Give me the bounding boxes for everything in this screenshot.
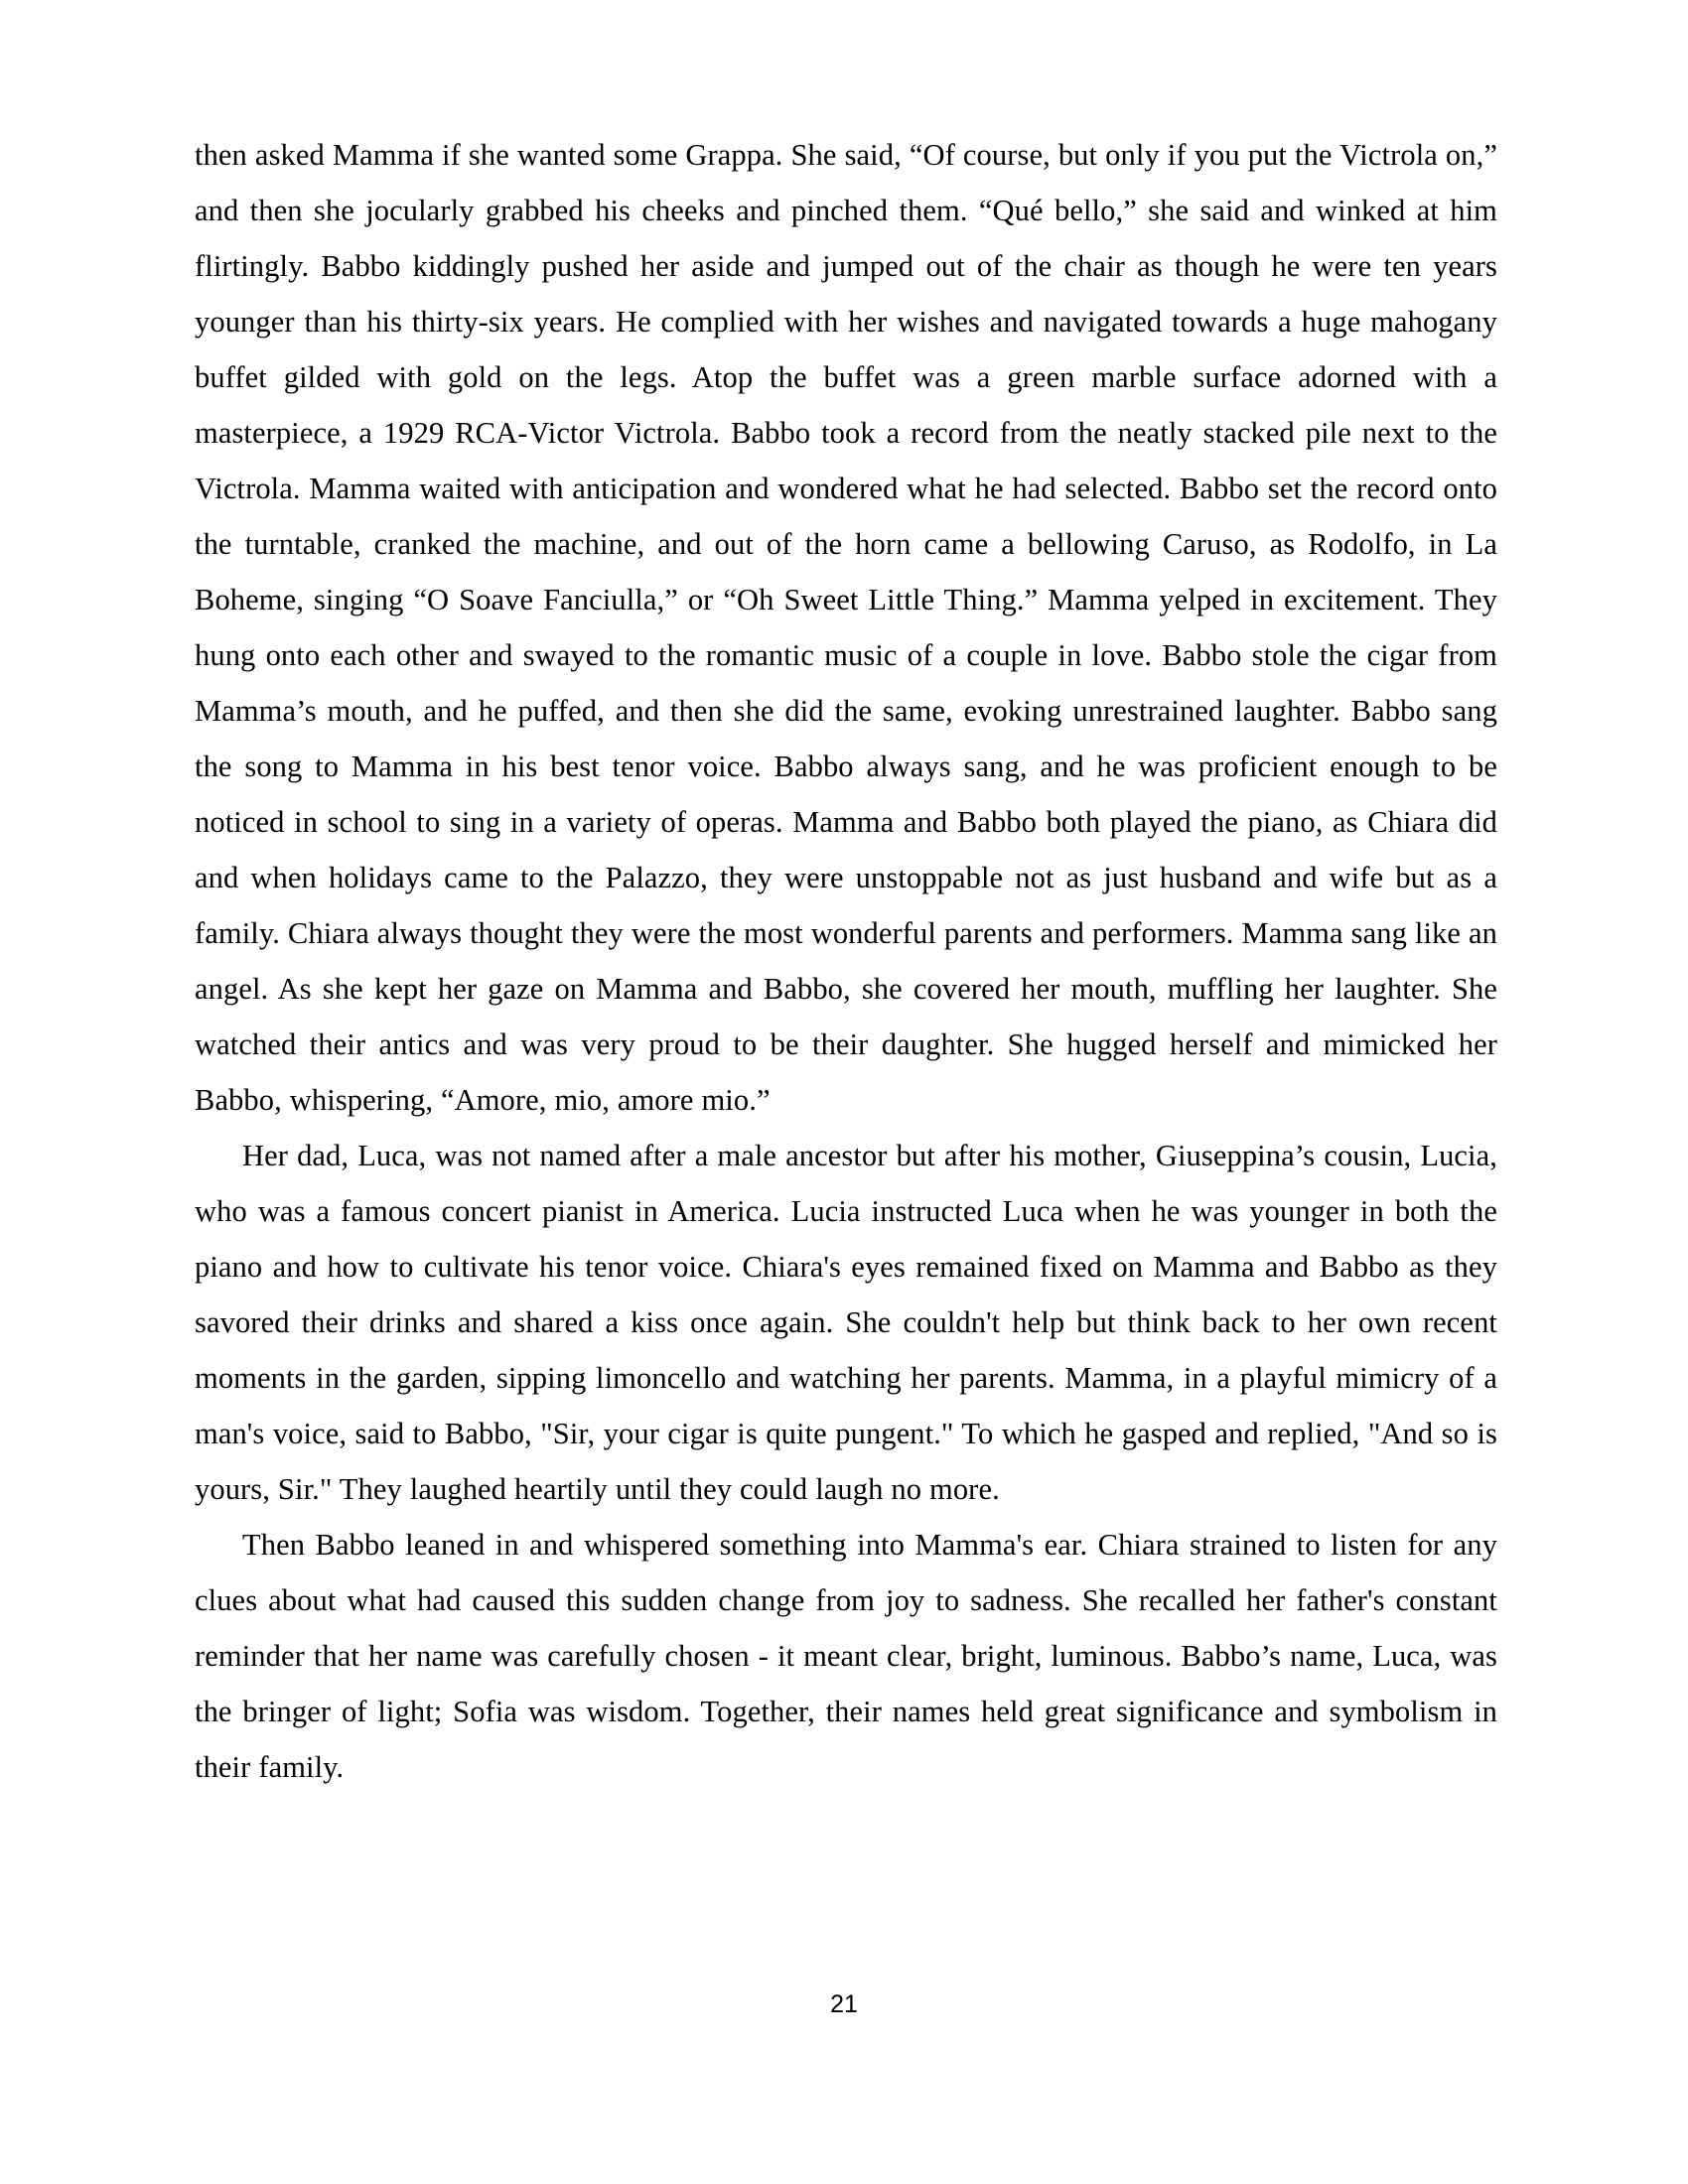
page-number: 21 (830, 1990, 858, 2018)
body-text-column (195, 127, 1497, 1795)
paragraph-her-dad-luca: Her dad, Luca, was not named after a male ancestor but after his mother, Giuseppina’s cousin, Lucia, who was a famous concert pianist in America. Lucia instructed Luca when he was younger in both the piano and how to cultivate his tenor voice. Chiara's eyes remained fixed on Mamma and Babbo as they savored their drinks and shared a kiss once again. She couldn't help but think back to her own recent moments in the garden, sipping limoncello and watching her parents. Mamma, in a playful mimicry of a man's voice, said to Babbo, "Sir, your cigar is quite pungent." To which he gasped and replied, "And so is yours, Sir." They laughed heartily until they could laugh no more. (195, 1139, 1497, 1506)
paragraph-continuation: then asked Mamma if she wanted some Grappa. She said, “Of course, but only if you put the Victrola on,” and then she jocularly grabbed his cheeks and pinched them. “Qué bello,” she said and winked at him flirtingly. Babbo kiddingly pushed her aside and jumped out of the chair as though he were ten years younger than his thirty-six years. He complied with her wishes and navigated towards a huge mahogany buffet gilded with gold on the legs. Atop the buffet was a green marble surface adorned with a masterpiece, a 1929 RCA-Victor Victrola. Babbo took a record from the neatly stacked pile next to the Victrola. Mamma waited with anticipation and wondered what he had selected. Babbo set the record onto the turntable, cranked the machine, and out of the horn came a bellowing Caruso, as Rodolfo, in La Boheme, singing “O Soave Fanciulla,” or “Oh Sweet Little Thing.” Mamma yelped in excitement. They hung onto each other and swayed to the romantic music of a couple in love. Babbo stole the cigar from Mamma’s mouth, and he puffed, and then she did the same, evoking unrestrained laughter. Babbo sang the song to Mamma in his best tenor voice. Babbo always sang, and he was proficient enough to be noticed in school to sing in a variety of operas. Mamma and Babbo both played the piano, as Chiara did and when holidays came to the Palazzo, they were unstoppable not as just husband and wife but as a family. Chiara always thought they were the most wonderful parents and performers. Mamma sang like an angel. As she kept her gaze on Mamma and Babbo, she covered her mouth, muffling her laughter. She watched their antics and was very proud to be their daughter. She hugged herself and mimicked her Babbo, whispering, “Amore, mio, amore mio.” (195, 138, 1497, 1117)
paragraph-then-babbo: Then Babbo leaned in and whispered something into Mamma's ear. Chiara strained to listen for any clues about what had caused this sudden change from joy to sadness. She recalled her father's constant reminder that her name was carefully chosen - it meant clear, bright, luminous. Babbo’s name, Luca, was the bringer of light; Sofia was wisdom. Together, their names held great significance and symbolism in their family. (195, 1528, 1497, 1784)
